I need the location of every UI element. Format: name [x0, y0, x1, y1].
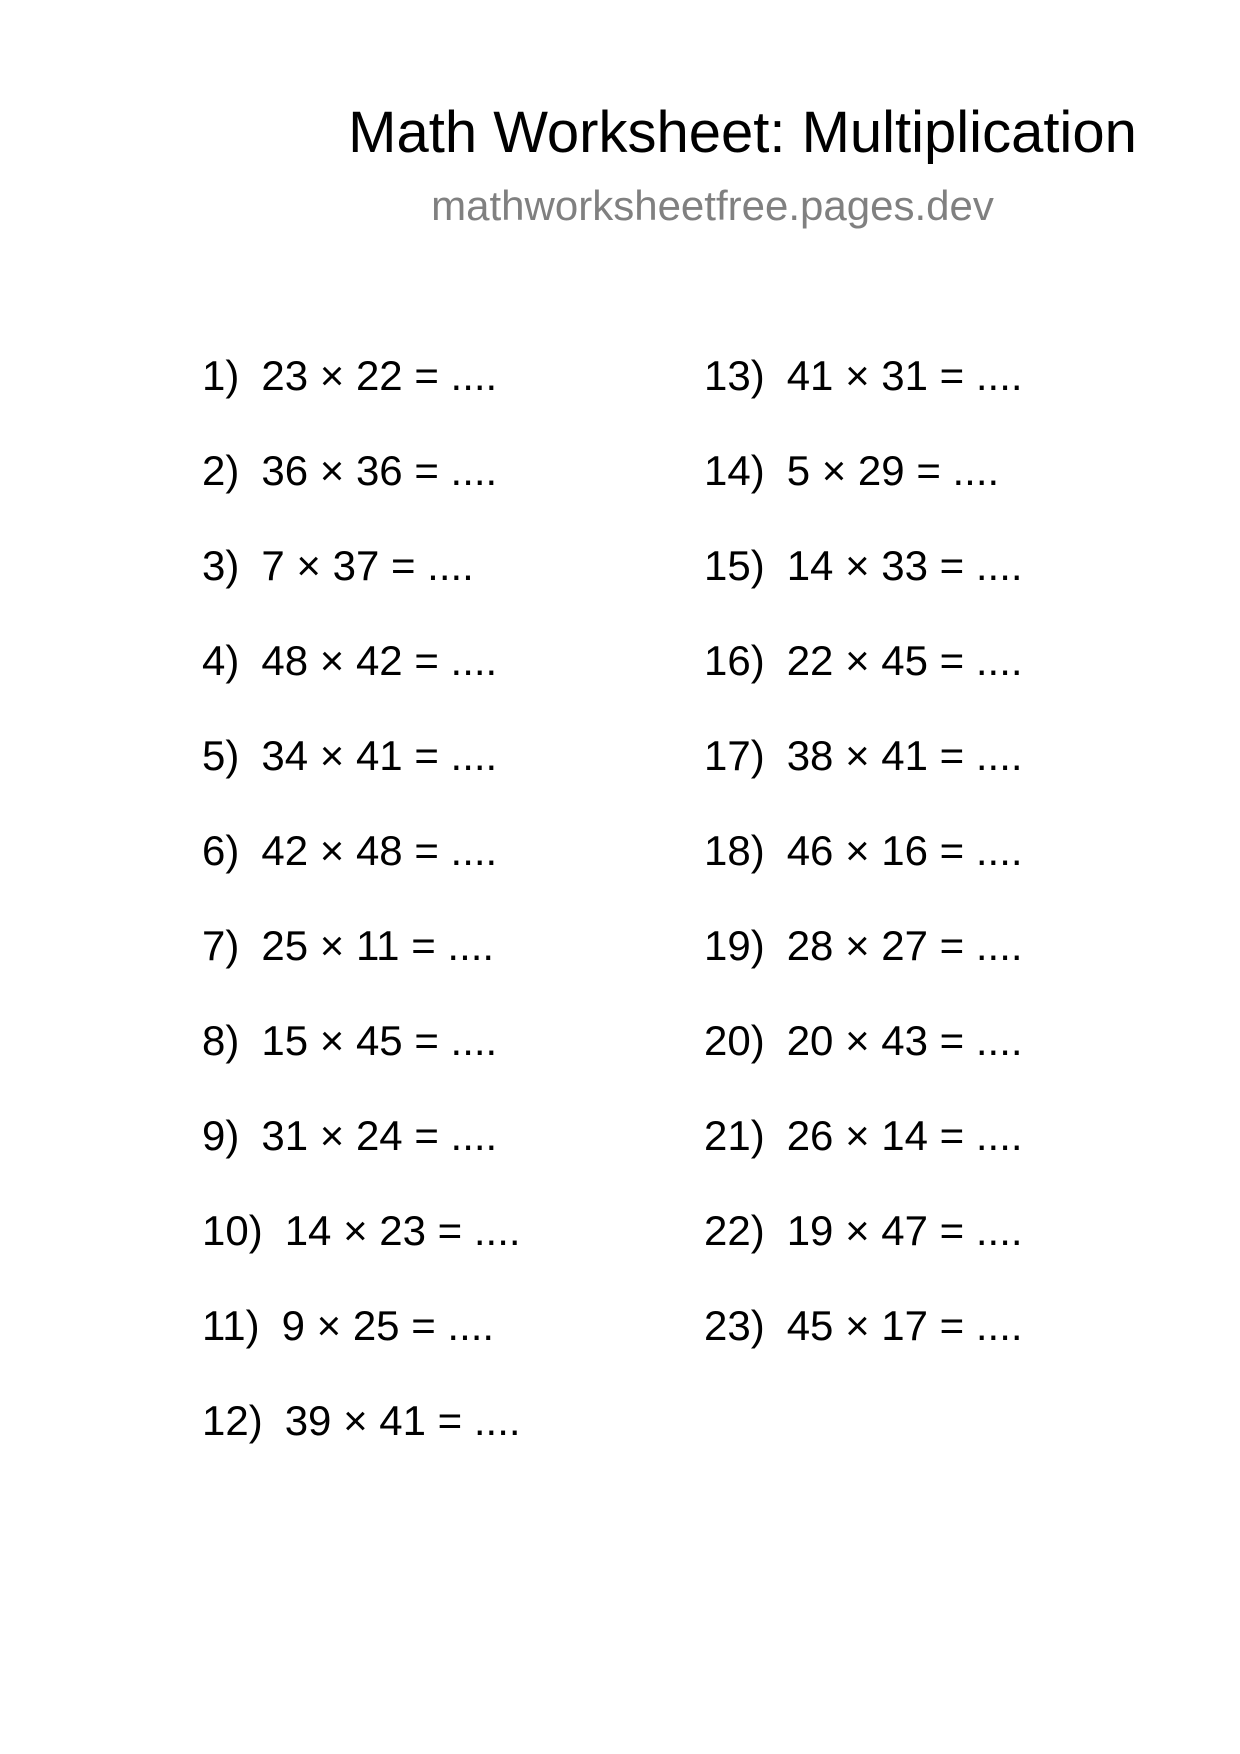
problem-number: 14) [704, 447, 765, 494]
problem-expression: 26 × 14 = .... [786, 1112, 1023, 1159]
problem-number: 11) [202, 1302, 260, 1349]
problem-expression: 5 × 29 = .... [786, 447, 1000, 494]
problem-number: 13) [704, 352, 765, 399]
problem-item [704, 1201, 1023, 1296]
problem-expression: 22 × 45 = .... [786, 637, 1023, 684]
problem-expression: 25 × 11 = .... [261, 922, 495, 969]
problem-number: 16) [704, 637, 765, 684]
problem-number: 6) [202, 827, 240, 874]
problem-expression: 7 × 37 = .... [261, 542, 474, 589]
problem-number: 20) [704, 1017, 765, 1064]
problem-number: 3) [202, 542, 240, 589]
problem-item [202, 441, 521, 536]
problem-item [704, 536, 1023, 631]
problem-number: 12) [202, 1397, 263, 1444]
problem-expression: 38 × 41 = .... [786, 732, 1023, 779]
problem-expression: 15 × 45 = .... [261, 1017, 498, 1064]
problem-expression: 42 × 48 = .... [261, 827, 498, 874]
problem-item [202, 726, 521, 821]
problem-expression: 14 × 33 = .... [786, 542, 1023, 589]
problem-number: 23) [704, 1302, 765, 1349]
problem-item [704, 1106, 1023, 1201]
problem-expression: 48 × 42 = .... [261, 637, 498, 684]
problem-column-left [202, 346, 521, 1486]
problem-number: 10) [202, 1207, 263, 1254]
problem-expression: 20 × 43 = .... [786, 1017, 1023, 1064]
problem-expression: 39 × 41 = .... [284, 1397, 521, 1444]
problem-expression: 23 × 22 = .... [261, 352, 498, 399]
problem-item [202, 1011, 521, 1106]
problem-number: 4) [202, 637, 240, 684]
problem-item [704, 1011, 1023, 1106]
problem-item [704, 916, 1023, 1011]
problem-expression: 31 × 24 = .... [261, 1112, 498, 1159]
problem-expression: 36 × 36 = .... [261, 447, 498, 494]
problem-expression: 14 × 23 = .... [284, 1207, 521, 1254]
problem-item [704, 821, 1023, 916]
problem-expression: 28 × 27 = .... [786, 922, 1023, 969]
problem-number: 21) [704, 1112, 765, 1159]
problem-item [202, 1201, 521, 1296]
problem-item [704, 631, 1023, 726]
problem-expression: 41 × 31 = .... [786, 352, 1023, 399]
problem-item [202, 346, 521, 441]
problem-item [202, 1106, 521, 1201]
problem-number: 19) [704, 922, 765, 969]
problem-expression: 19 × 47 = .... [786, 1207, 1023, 1254]
problem-item [202, 821, 521, 916]
worksheet-source: mathworksheetfree.pages.dev [431, 182, 994, 229]
problem-number: 7) [202, 922, 240, 969]
problem-number: 2) [202, 447, 240, 494]
problem-item [202, 916, 521, 1011]
problem-expression: 46 × 16 = .... [786, 827, 1023, 874]
problem-expression: 34 × 41 = .... [261, 732, 498, 779]
problem-column-right [704, 346, 1023, 1391]
worksheet-title: Math Worksheet: Multiplication [348, 100, 1137, 165]
problem-expression: 45 × 17 = .... [786, 1302, 1023, 1349]
problem-item [704, 1296, 1023, 1391]
problem-number: 1) [202, 352, 240, 399]
problem-number: 15) [704, 542, 765, 589]
problem-expression: 9 × 25 = .... [281, 1302, 495, 1349]
problem-item [202, 631, 521, 726]
problem-number: 9) [202, 1112, 240, 1159]
problem-item [202, 1296, 521, 1391]
problem-number: 8) [202, 1017, 240, 1064]
problem-item [704, 346, 1023, 441]
problem-number: 18) [704, 827, 765, 874]
problem-item [202, 536, 521, 631]
problem-item [704, 441, 1023, 536]
problem-number: 22) [704, 1207, 765, 1254]
problem-item [704, 726, 1023, 821]
problem-number: 5) [202, 732, 240, 779]
problem-item [202, 1391, 521, 1486]
problem-number: 17) [704, 732, 765, 779]
